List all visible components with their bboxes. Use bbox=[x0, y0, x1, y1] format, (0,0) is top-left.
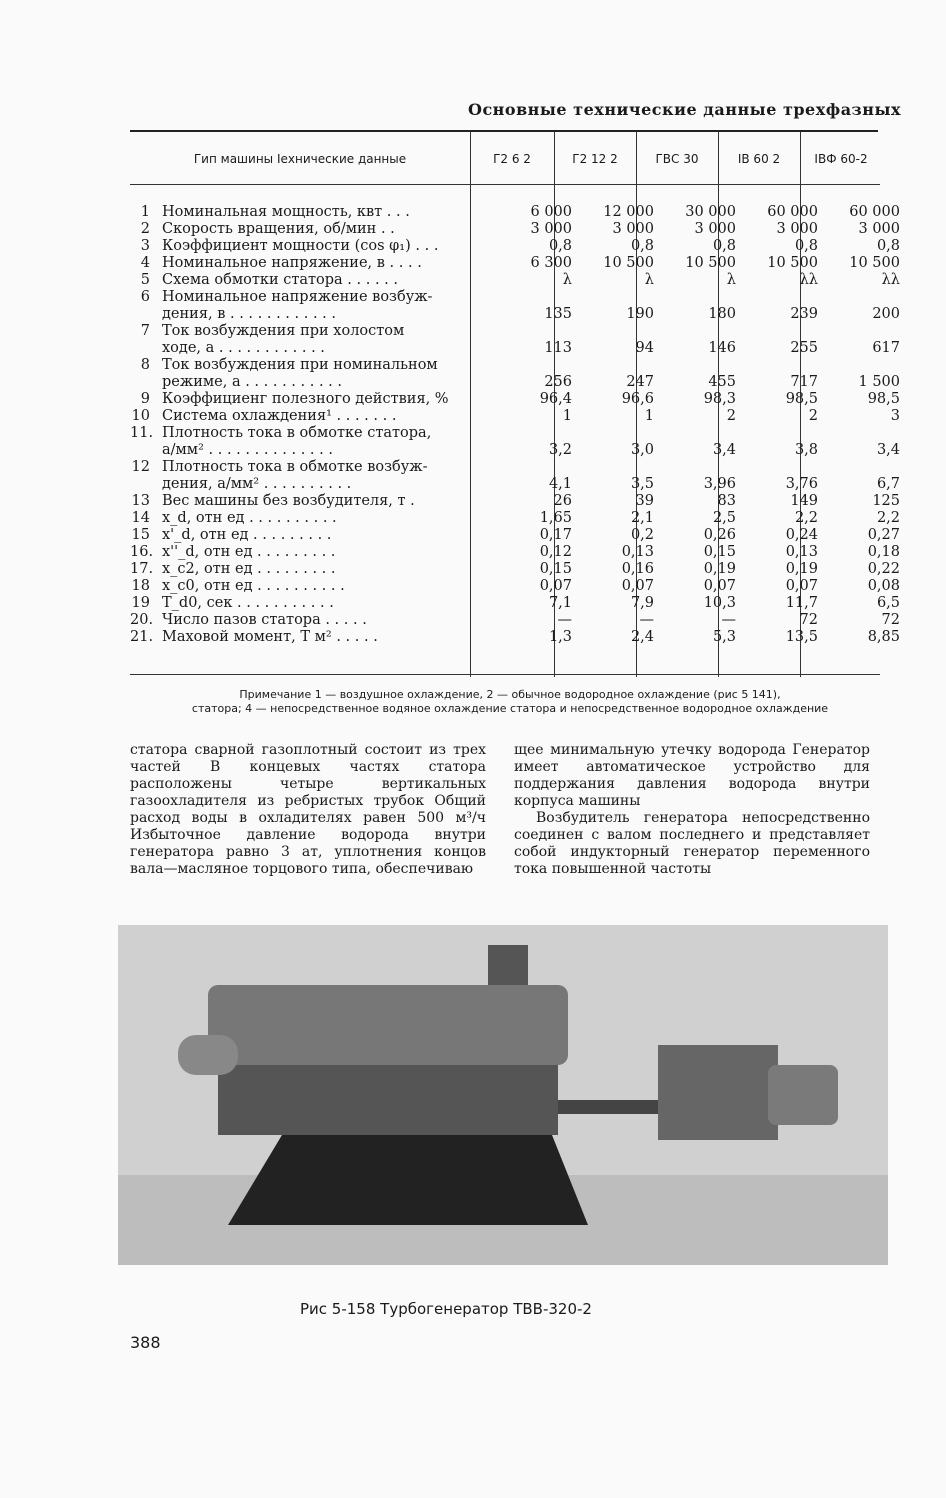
row-number: 20. bbox=[130, 612, 154, 628]
row-number: 12 bbox=[131, 459, 150, 475]
header-parameters: Гип машины Iехнические данные bbox=[193, 152, 407, 166]
table-row bbox=[130, 238, 900, 255]
row-label: Коэффициент мощности (cos φ₁) . . . bbox=[162, 238, 439, 254]
cell-value: 3 bbox=[890, 408, 900, 424]
row-label: x_c0, отн ед . . . . . . . . . . bbox=[162, 578, 345, 594]
cell-value: 135 bbox=[544, 306, 572, 322]
table-row bbox=[130, 527, 900, 544]
row-number: 4 bbox=[140, 255, 150, 271]
row-label: дения, в . . . . . . . . . . . . bbox=[162, 306, 336, 322]
row-label: T_d0, сек . . . . . . . . . . . bbox=[162, 595, 334, 611]
row-label: режиме, а . . . . . . . . . . . bbox=[162, 374, 342, 390]
row-label: Плотность тока в обмотке возбуж- bbox=[162, 459, 428, 475]
cell-value: 5,3 bbox=[712, 629, 736, 645]
cell-value: 7,1 bbox=[548, 595, 572, 611]
table-row bbox=[130, 561, 900, 578]
body-column-left: статора сварной газоплотный состоит из трех частей В концевых частях статора расположены четыре вертикальных газоохладителя из ребристых трубок Общий расход воды в охладителях равен 500 м³/ч Избыточное давление водорода внутри генератора равно 3 ат, уплотнения концов вала—масляное торцового типа, обеспечиваю bbox=[130, 742, 486, 877]
row-label: Вес машины без возбудителя, т . bbox=[162, 493, 415, 509]
cell-value: 94 bbox=[635, 340, 654, 356]
row-number: 10 bbox=[131, 408, 150, 424]
cell-value: 6,5 bbox=[876, 595, 900, 611]
page-title: Основные технические данные трехфазных bbox=[468, 100, 902, 119]
row-number: 14 bbox=[131, 510, 150, 526]
note-line-1: Примечание 1 — воздушное охлаждение, 2 — обычное водородное охлаждение (рис 5 141), bbox=[239, 688, 781, 701]
cell-value: — bbox=[557, 612, 572, 628]
cell-value: λ bbox=[562, 272, 572, 288]
row-label: x_c2, отн ед . . . . . . . . . bbox=[162, 561, 336, 577]
cell-value: 12 000 bbox=[603, 204, 654, 220]
table-row bbox=[130, 629, 900, 646]
cell-value: 10 500 bbox=[603, 255, 654, 271]
table-row bbox=[130, 255, 900, 272]
cell-value: 2,2 bbox=[876, 510, 900, 526]
cell-value: 3,4 bbox=[876, 442, 900, 458]
cell-value: 0,2 bbox=[630, 527, 654, 543]
table-row bbox=[130, 425, 900, 459]
cell-value: 256 bbox=[544, 374, 572, 390]
cell-value: 0,22 bbox=[867, 561, 900, 577]
cell-value: 247 bbox=[626, 374, 654, 390]
cell-value: 0,08 bbox=[867, 578, 900, 594]
cell-value: 0,19 bbox=[703, 561, 736, 577]
cell-value: 0,13 bbox=[621, 544, 654, 560]
cell-value: 98,5 bbox=[785, 391, 818, 407]
cell-value: 7,9 bbox=[630, 595, 654, 611]
cell-value: 0,8 bbox=[794, 238, 818, 254]
row-number: 3 bbox=[140, 238, 150, 254]
row-number: 9 bbox=[140, 391, 150, 407]
cell-value: 0,27 bbox=[867, 527, 900, 543]
table-row bbox=[130, 544, 900, 561]
cell-value: 617 bbox=[872, 340, 900, 356]
header-rule bbox=[130, 184, 880, 185]
cell-value: 3 000 bbox=[612, 221, 654, 237]
cell-value: 180 bbox=[708, 306, 736, 322]
row-label: дения, а/мм² . . . . . . . . . . bbox=[162, 476, 352, 492]
row-number: 19 bbox=[131, 595, 150, 611]
row-number: 13 bbox=[131, 493, 150, 509]
header-col-4: IВ 60 2 bbox=[737, 152, 781, 166]
row-label: Число пазов статора . . . . . bbox=[162, 612, 367, 628]
cell-value: — bbox=[721, 612, 736, 628]
cell-value: 11,7 bbox=[785, 595, 818, 611]
row-label: ходе, а . . . . . . . . . . . . bbox=[162, 340, 325, 356]
table-row bbox=[130, 272, 900, 289]
row-label: Схема обмотки статора . . . . . . bbox=[162, 272, 398, 288]
cell-value: 72 bbox=[799, 612, 818, 628]
row-number: 16. bbox=[130, 544, 154, 560]
cell-value: 717 bbox=[790, 374, 818, 390]
table-row bbox=[130, 204, 900, 221]
cell-value: 0,17 bbox=[539, 527, 572, 543]
row-number: 5 bbox=[140, 272, 150, 288]
cell-value: 200 bbox=[872, 306, 900, 322]
cell-value: 0,07 bbox=[621, 578, 654, 594]
cell-value: 98,3 bbox=[703, 391, 736, 407]
cell-value: 149 bbox=[790, 493, 818, 509]
table-row bbox=[130, 357, 900, 391]
cell-value: 0,8 bbox=[630, 238, 654, 254]
technical-data-table bbox=[130, 132, 900, 677]
cell-value: 0,26 bbox=[703, 527, 736, 543]
cell-value: 0,8 bbox=[876, 238, 900, 254]
row-number: 11. bbox=[130, 425, 154, 441]
cell-value: 2,5 bbox=[712, 510, 736, 526]
cell-value: 3 000 bbox=[776, 221, 818, 237]
cell-value: 3 000 bbox=[694, 221, 736, 237]
row-number: 7 bbox=[140, 323, 150, 339]
row-label: Маховой момент, Т м² . . . . . bbox=[162, 629, 378, 645]
row-number: 1 bbox=[140, 204, 150, 220]
cell-value: 3,2 bbox=[548, 442, 572, 458]
row-number: 2 bbox=[140, 221, 150, 237]
table-row bbox=[130, 459, 900, 493]
row-number: 6 bbox=[140, 289, 150, 305]
cell-value: 1 500 bbox=[858, 374, 900, 390]
table-note bbox=[130, 688, 890, 716]
table-row bbox=[130, 578, 900, 595]
cell-value: 0,8 bbox=[548, 238, 572, 254]
row-number: 17. bbox=[130, 561, 154, 577]
row-label: а/мм² . . . . . . . . . . . . . . bbox=[162, 442, 333, 458]
cell-value: 10 500 bbox=[685, 255, 736, 271]
row-label: Номинальная мощность, квт . . . bbox=[162, 204, 410, 220]
cell-value: 3,76 bbox=[785, 476, 818, 492]
cell-value: 10 500 bbox=[767, 255, 818, 271]
cell-value: 3 000 bbox=[858, 221, 900, 237]
cell-value: 1,65 bbox=[539, 510, 572, 526]
cell-value: 6,7 bbox=[876, 476, 900, 492]
cell-value: 0,13 bbox=[785, 544, 818, 560]
cell-value: 2,2 bbox=[794, 510, 818, 526]
cell-value: 2 bbox=[726, 408, 736, 424]
note-line-2: статора; 4 — непосредственное водяное охлаждение статора и непосредственное водородное охлаждение bbox=[191, 702, 829, 715]
row-label: x_d, отн ед . . . . . . . . . . bbox=[162, 510, 337, 526]
body-column-right bbox=[514, 742, 870, 878]
header-col-3: ГВС 30 bbox=[655, 152, 699, 166]
cell-value: 0,19 bbox=[785, 561, 818, 577]
table-row bbox=[130, 289, 900, 323]
cell-value: 190 bbox=[626, 306, 654, 322]
row-label: Плотность тока в обмотке статора, bbox=[162, 425, 432, 441]
cell-value: 6 000 bbox=[530, 204, 572, 220]
cell-value: 0,15 bbox=[539, 561, 572, 577]
cell-value: 72 bbox=[881, 612, 900, 628]
header-col-1: Г2 6 2 bbox=[493, 152, 531, 166]
cell-value: 125 bbox=[872, 493, 900, 509]
turbogenerator-illustration bbox=[118, 925, 888, 1265]
row-label: x'_d, отн ед . . . . . . . . . bbox=[162, 527, 332, 543]
row-label: Ток возбуждения при холостом bbox=[162, 323, 405, 339]
cell-value: 3,4 bbox=[712, 442, 736, 458]
cell-value: 2,4 bbox=[630, 629, 654, 645]
cell-value: 3,5 bbox=[630, 476, 654, 492]
right-paragraph-1: щее минимальную утечку водорода Генератор имеет автоматическое устройство для поддержания давления водорода внутри корпуса машины bbox=[514, 742, 870, 809]
bottom-rule bbox=[130, 674, 880, 675]
cell-value: λ bbox=[644, 272, 654, 288]
cell-value: 3 000 bbox=[530, 221, 572, 237]
table-row bbox=[130, 391, 900, 408]
row-number: 21. bbox=[130, 629, 154, 645]
table-row bbox=[130, 221, 900, 238]
table-row bbox=[130, 595, 900, 612]
cell-value: 13,5 bbox=[785, 629, 818, 645]
cell-value: 96,4 bbox=[539, 391, 572, 407]
page-number: 388 bbox=[130, 1333, 161, 1352]
cell-value: 30 000 bbox=[685, 204, 736, 220]
cell-value: 0,07 bbox=[703, 578, 736, 594]
header-col-5: IВФ 60-2 bbox=[814, 152, 868, 166]
row-number: 8 bbox=[140, 357, 150, 373]
cell-value: 39 bbox=[635, 493, 654, 509]
row-label: Коэффициенг полезного действия, % bbox=[162, 391, 449, 407]
cell-value: 146 bbox=[708, 340, 736, 356]
cell-value: 6 300 bbox=[530, 255, 572, 271]
cell-value: 0,15 bbox=[703, 544, 736, 560]
cell-value: 0,24 bbox=[785, 527, 818, 543]
cell-value: — bbox=[639, 612, 654, 628]
cell-value: 255 bbox=[790, 340, 818, 356]
cell-value: 60 000 bbox=[767, 204, 818, 220]
cell-value: 8,85 bbox=[867, 629, 900, 645]
cell-value: 96,6 bbox=[621, 391, 654, 407]
cell-value: 83 bbox=[717, 493, 736, 509]
cell-value: 10 500 bbox=[849, 255, 900, 271]
cell-value: 98,5 bbox=[867, 391, 900, 407]
cell-value: 113 bbox=[544, 340, 572, 356]
turbogenerator-photo bbox=[118, 925, 888, 1265]
cell-value: 0,07 bbox=[785, 578, 818, 594]
cell-value: 0,16 bbox=[621, 561, 654, 577]
cell-value: 2 bbox=[808, 408, 818, 424]
table-row bbox=[130, 323, 900, 357]
row-label: Номинальное напряжение возбуж- bbox=[162, 289, 433, 305]
cell-value: 1 bbox=[644, 408, 654, 424]
table-row bbox=[130, 612, 900, 629]
row-label: Номинальное напряжение, в . . . . bbox=[162, 255, 422, 271]
right-paragraph-2: Возбудитель генератора непосредственно соединен с валом последнего и представляет собой индукторный генератор переменного тока повышенной частоты bbox=[514, 810, 870, 877]
row-label: Ток возбуждения при номинальном bbox=[162, 357, 438, 373]
row-number: 15 bbox=[131, 527, 150, 543]
cell-value: 0,18 bbox=[867, 544, 900, 560]
cell-value: 1,3 bbox=[548, 629, 572, 645]
cell-value: 0,07 bbox=[539, 578, 572, 594]
row-label: x''_d, отн ед . . . . . . . . . bbox=[162, 544, 336, 560]
figure-caption: Рис 5-158 Турбогенератор ТВВ-320-2 bbox=[300, 1300, 592, 1318]
cell-value: 3,0 bbox=[630, 442, 654, 458]
cell-value: 1 bbox=[562, 408, 572, 424]
cell-value: λλ bbox=[799, 272, 818, 288]
cell-value: λλ bbox=[881, 272, 900, 288]
cell-value: 3,96 bbox=[703, 476, 736, 492]
table-row bbox=[130, 408, 900, 425]
row-number: 18 bbox=[131, 578, 150, 594]
cell-value: 26 bbox=[553, 493, 572, 509]
cell-value: λ bbox=[726, 272, 736, 288]
cell-value: 239 bbox=[790, 306, 818, 322]
header-col-2: Г2 12 2 bbox=[572, 152, 618, 166]
table-row bbox=[130, 493, 900, 510]
cell-value: 3,8 bbox=[794, 442, 818, 458]
table-row bbox=[130, 510, 900, 527]
cell-value: 4,1 bbox=[548, 476, 572, 492]
row-label: Система охлаждения¹ . . . . . . . bbox=[162, 408, 397, 424]
row-label: Скорость вращения, об/мин . . bbox=[162, 221, 395, 237]
cell-value: 0,8 bbox=[712, 238, 736, 254]
cell-value: 0,12 bbox=[539, 544, 572, 560]
cell-value: 10,3 bbox=[703, 595, 736, 611]
cell-value: 2,1 bbox=[630, 510, 654, 526]
cell-value: 455 bbox=[708, 374, 736, 390]
cell-value: 60 000 bbox=[849, 204, 900, 220]
